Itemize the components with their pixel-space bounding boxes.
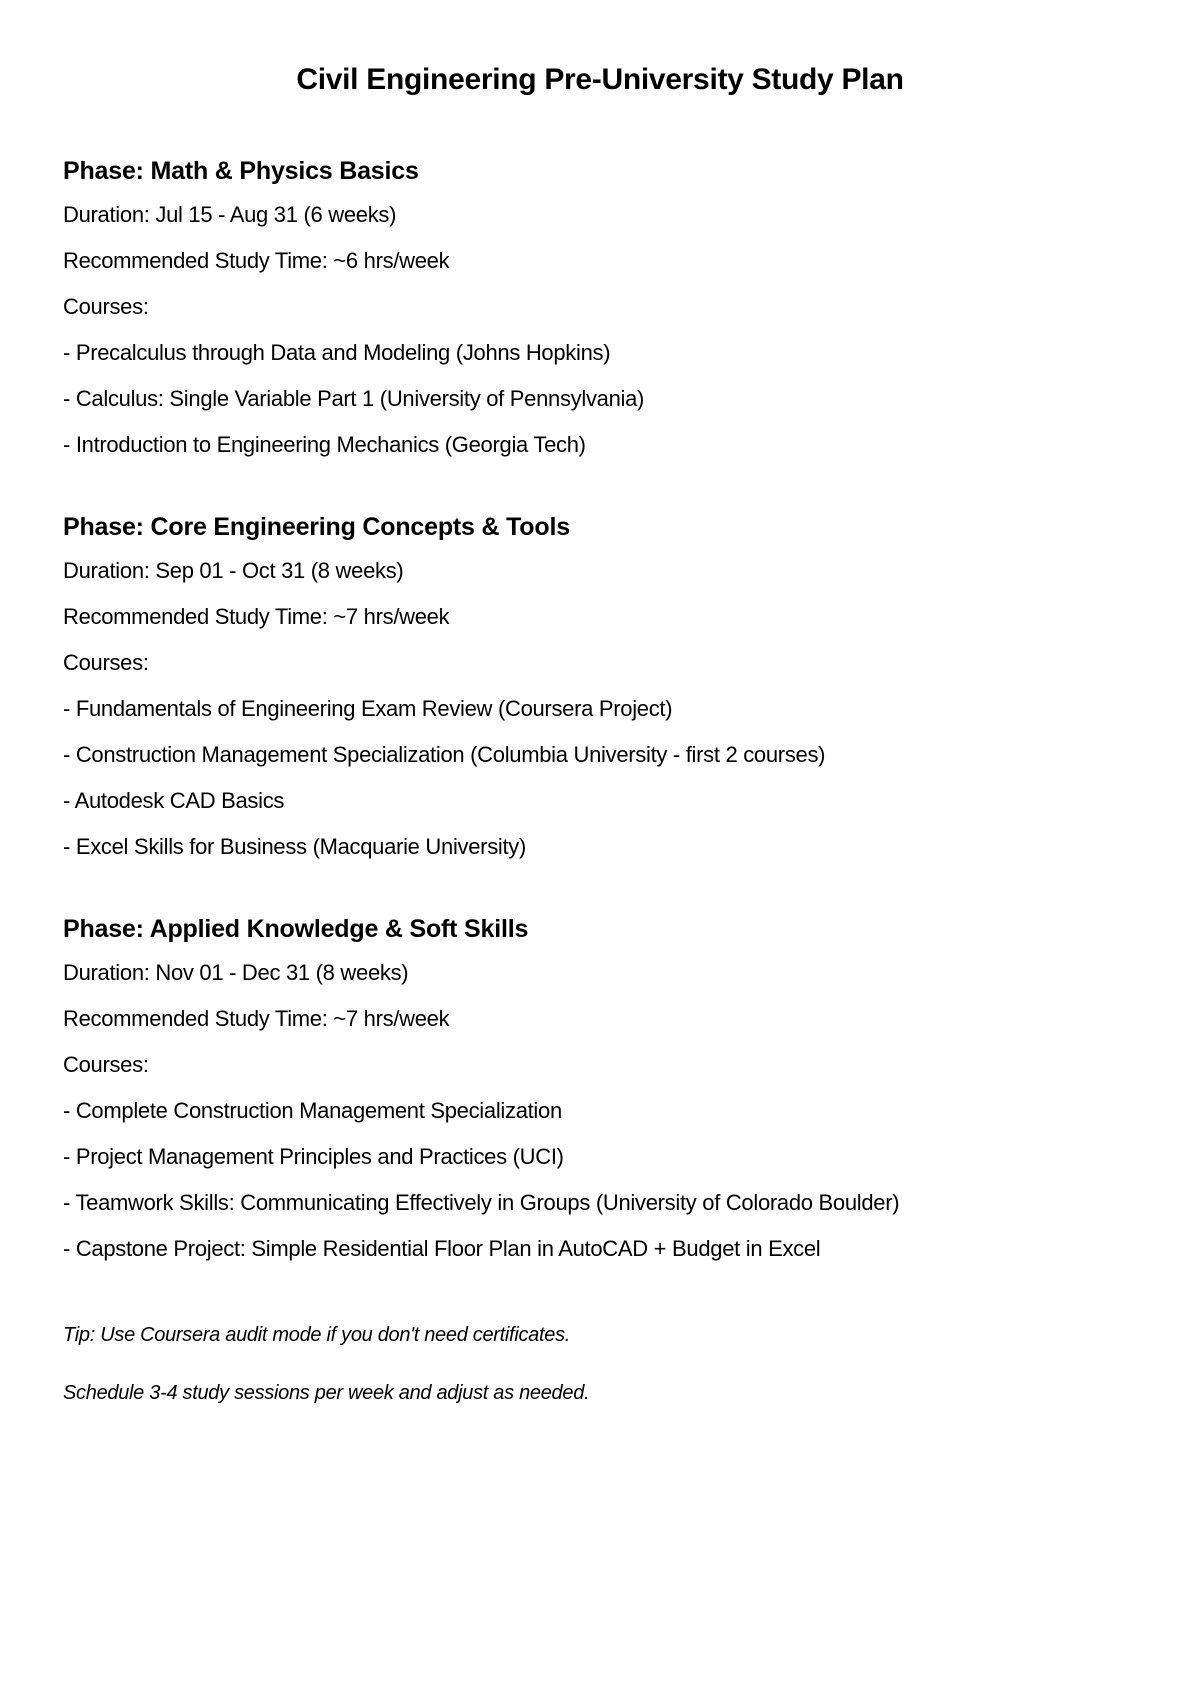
phase-duration: Duration: Sep 01 - Oct 31 (8 weeks) bbox=[63, 558, 404, 583]
phase-study-time: Recommended Study Time: ~7 hrs/week bbox=[63, 1006, 450, 1031]
courses-label: Courses: bbox=[63, 1052, 149, 1077]
phase-heading: Phase: Math & Physics Basics bbox=[63, 157, 419, 185]
phase-heading: Phase: Applied Knowledge & Soft Skills bbox=[63, 915, 529, 943]
tip-note: Tip: Use Coursera audit mode if you don't need certificates. bbox=[63, 1324, 571, 1346]
course-item: - Construction Management Specialization (Columbia University - first 2 courses) bbox=[63, 742, 826, 767]
phase-duration: Duration: Jul 15 - Aug 31 (6 weeks) bbox=[63, 202, 397, 227]
phase-section-applied-knowledge bbox=[63, 914, 1163, 1282]
course-item: - Calculus: Single Variable Part 1 (University of Pennsylvania) bbox=[63, 386, 645, 411]
course-item: - Excel Skills for Business (Macquarie University) bbox=[63, 834, 527, 859]
phase-heading: Phase: Core Engineering Concepts & Tools bbox=[63, 513, 570, 541]
schedule-note: Schedule 3-4 study sessions per week and adjust as needed. bbox=[63, 1382, 590, 1404]
courses-label: Courses: bbox=[63, 294, 149, 319]
phase-study-time: Recommended Study Time: ~7 hrs/week bbox=[63, 604, 450, 629]
course-item: - Precalculus through Data and Modeling (Johns Hopkins) bbox=[63, 340, 611, 365]
course-item: - Autodesk CAD Basics bbox=[63, 788, 285, 813]
course-item: - Fundamentals of Engineering Exam Review (Coursera Project) bbox=[63, 696, 673, 721]
phase-study-time: Recommended Study Time: ~6 hrs/week bbox=[63, 248, 450, 273]
document-title: Civil Engineering Pre-University Study Plan bbox=[296, 63, 904, 96]
course-item: - Capstone Project: Simple Residential Floor Plan in AutoCAD + Budget in Excel bbox=[63, 1236, 821, 1261]
course-item: - Complete Construction Management Specialization bbox=[63, 1098, 562, 1123]
phase-section-core-engineering bbox=[63, 512, 1163, 880]
courses-label: Courses: bbox=[63, 650, 149, 675]
phase-duration: Duration: Nov 01 - Dec 31 (8 weeks) bbox=[63, 960, 409, 985]
course-item: - Project Management Principles and Practices (UCI) bbox=[63, 1144, 564, 1169]
phase-section-math-physics bbox=[63, 156, 1163, 478]
course-item: - Introduction to Engineering Mechanics (Georgia Tech) bbox=[63, 432, 586, 457]
course-item: - Teamwork Skills: Communicating Effectively in Groups (University of Colorado Boulder) bbox=[63, 1190, 900, 1215]
